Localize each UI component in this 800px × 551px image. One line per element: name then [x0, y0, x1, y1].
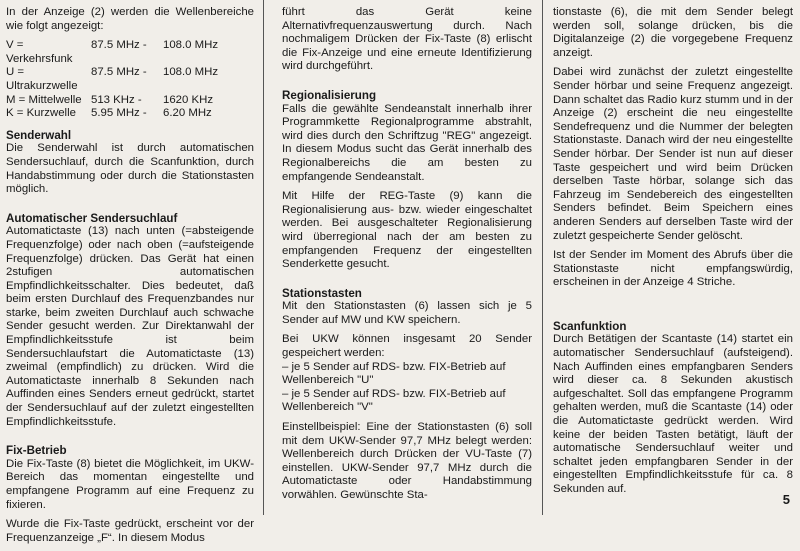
band-to: 108.0 MHz	[163, 66, 219, 79]
fix-text-2: Wurde die Fix-Taste gedrückt, erscheint vor der Frequenzanzeige „F“. In diesem Modus	[6, 518, 254, 544]
stationstasten-text-1: Mit den Stationstasten (6) lassen sich je 5 Sender auf MW und KW speichern.	[282, 300, 532, 326]
scanfunktion-heading: Scanfunktion	[553, 319, 627, 333]
fix-continued-text: führt das Gerät keine Alternativfrequenzauswertung durch. Nach nochmaligem Drücken der Fix-Taste (8) erlischt die Fix-Anzeige und eine erneute Identifizierung wird durchgeführt.	[282, 6, 532, 73]
stationstasten-continued-text: tionstaste (6), die mit dem Sender belegt werden soll, solange drücken, bis die Digitalanzeige (2) die vorgegebene Frequenz anzeigt.	[553, 6, 793, 59]
stationstasten-text-5: Ist der Sender im Moment des Abrufs über die Stationstaste nicht empfangswürdig, erscheinen in der Anzeige 4 Striche.	[553, 249, 793, 289]
band-row	[6, 94, 218, 108]
band-to: 1620 KHz	[163, 93, 214, 106]
fix-text-1: Die Fix-Taste (8) bietet die Möglichkeit, im UKW-Bereich das momentan eingestellte und empfangene Programm auf eine Frequenz zu fixieren.	[6, 457, 254, 511]
page-number: 5	[782, 492, 790, 508]
band-to: 108.0 MHz	[163, 39, 219, 52]
column-1	[6, 6, 254, 551]
band-row	[6, 66, 218, 93]
band-label: U = Ultrakurzwelle	[6, 66, 78, 92]
band-from: 513 KHz -	[91, 93, 142, 106]
band-from: 5.95 MHz -	[91, 107, 147, 120]
band-from: 87.5 MHz -	[91, 39, 147, 52]
band-row	[6, 39, 218, 66]
stationstasten-text-4: Dabei wird zunächst der zuletzt eingestellte Sender hörbar und seine Frequenz angezeigt. Dann schaltet das Radio kurz stumm und in der Anzeige (2) erscheint die neu eingestellte Sendefrequenz und die Nummer der belegten Stationstaste. Danach wird der neu eingestellte Sender hörbar. Der Sender ist nun auf dieser Taste gespeichert und wird beim Drücken derselben Taste hörbar, solange sich das Fahrzeug im Sendebereich des eingestellten Senders befindet. Beim Speichern eines anderen Senders auf derselben Taste wird der zuletzt gespeicherte Sender gelöscht.	[553, 66, 793, 242]
band-row	[6, 107, 218, 121]
senderwahl-heading: Senderwahl	[6, 128, 72, 142]
regionalisierung-text-2: Mit Hilfe der REG-Taste (9) kann die Regionalisierung aus- bzw. wieder eingeschaltet werden. Bei ausgeschalteter Regionalisierung wird überregional nach der am besten zu empfangenden Frequenz der eingestellten Senderkette gesucht.	[282, 190, 532, 271]
column-divider-1	[263, 0, 264, 515]
band-to: 6.20 MHz	[163, 107, 212, 120]
stationstasten-list-item-v: – je 5 Sender auf RDS- bzw. FIX-Betrieb auf Wellenbereich "V"	[282, 387, 506, 414]
suchlauf-text: Automatictaste (13) nach unten (=absteigende Frequenzfolge) oder nach oben (=aufsteigende Frequenzfolge) drücken. Das Gerät hat einen 2stufigen automatischen Empfindlichkeitsschalter. Dies bedeutet, daß beim ersten Durchlauf des Frequenzbandes nur starke, beim zweiten Durchlauf auch schwache Sender gesucht werden. Zur Direktanwahl der Empfindlichkeitsstufe ist beim Sendersuchlaufstart die Automatictaste (13) zweimal (empfindlich) zu drücken. Wird die Automatictaste innerhalb 8 Sekunden nach Auffinden eines Senders erneut gedrückt, startet der Sendersuchlauf auf der zuletzt eingestellten Empfindlichkeitsstufe.	[6, 225, 254, 428]
fix-heading: Fix-Betrieb	[6, 444, 67, 458]
band-from: 87.5 MHz -	[91, 66, 147, 79]
stationstasten-heading: Stationstasten	[282, 286, 362, 300]
band-table	[6, 39, 218, 121]
regionalisierung-text-1: Falls die gewählte Sendeanstalt innerhalb ihrer Programmkette Regionalprogramme abstrahlt, wird dies durch den Schriftzug "REG" angezeigt. In diesem Modus sucht das Gerät innerhalb des Regionalbereichs die am besten zu empfangende Sendeanstalt.	[282, 102, 532, 183]
scanfunktion-text: Durch Betätigen der Scantaste (14) startet ein automatischer Sendersuchlauf (aufsteigend). Nach Auffinden eines empfangbaren Senders wird dieser ca. 8 Sekunden akustisch aufgeschaltet. Soll das empfangene Programm gehalten werden, muß die Scantaste (14) oder die Automatictaste gedrückt werden. Wird keine der beiden Tasten betätigt, läuft der automatische Sendersuchlauf weiter und schaltet jeden empfangbaren Sender in der eingestellten Empfindlichkeitsstufe für ca. 8 Sekunden auf.	[553, 333, 793, 495]
intro-text: In der Anzeige (2) werden die Wellenbereiche wie folgt angezeigt:	[6, 6, 254, 32]
column-divider-2	[542, 0, 543, 515]
band-label: K = Kurzwelle	[6, 107, 76, 120]
senderwahl-text: Die Senderwahl ist durch automatischen Sendersuchlauf, durch die Scanfunktion, durch Handabstimmung oder durch die Stationstasten möglich.	[6, 142, 254, 196]
column-3	[553, 6, 793, 503]
regionalisierung-heading: Regionalisierung	[282, 88, 377, 102]
stationstasten-text-2: Bei UKW können insgesamt 20 Sender gespeichert werden:	[282, 333, 532, 360]
band-label: M = Mittelwelle	[6, 93, 82, 106]
column-2	[282, 6, 532, 509]
band-label: V = Verkehrsfunk	[6, 39, 73, 65]
stationstasten-list-item-u: – je 5 Sender auf RDS- bzw. FIX-Betrieb auf Wellenbereich "U"	[282, 360, 506, 387]
stationstasten-text-3: Einstellbeispiel: Eine der Stationstasten (6) soll mit dem UKW-Sender 97,7 MHz belegt werden: Wellenbereich durch Drücken der VU-Taste (7) einstellen. UKW-Sender 97,7 MHz durch die Automatictaste oder Handabstimmung vorwählen. Gewünschte Sta-	[282, 421, 532, 501]
suchlauf-heading: Automatischer Sendersuchlauf	[6, 211, 178, 225]
